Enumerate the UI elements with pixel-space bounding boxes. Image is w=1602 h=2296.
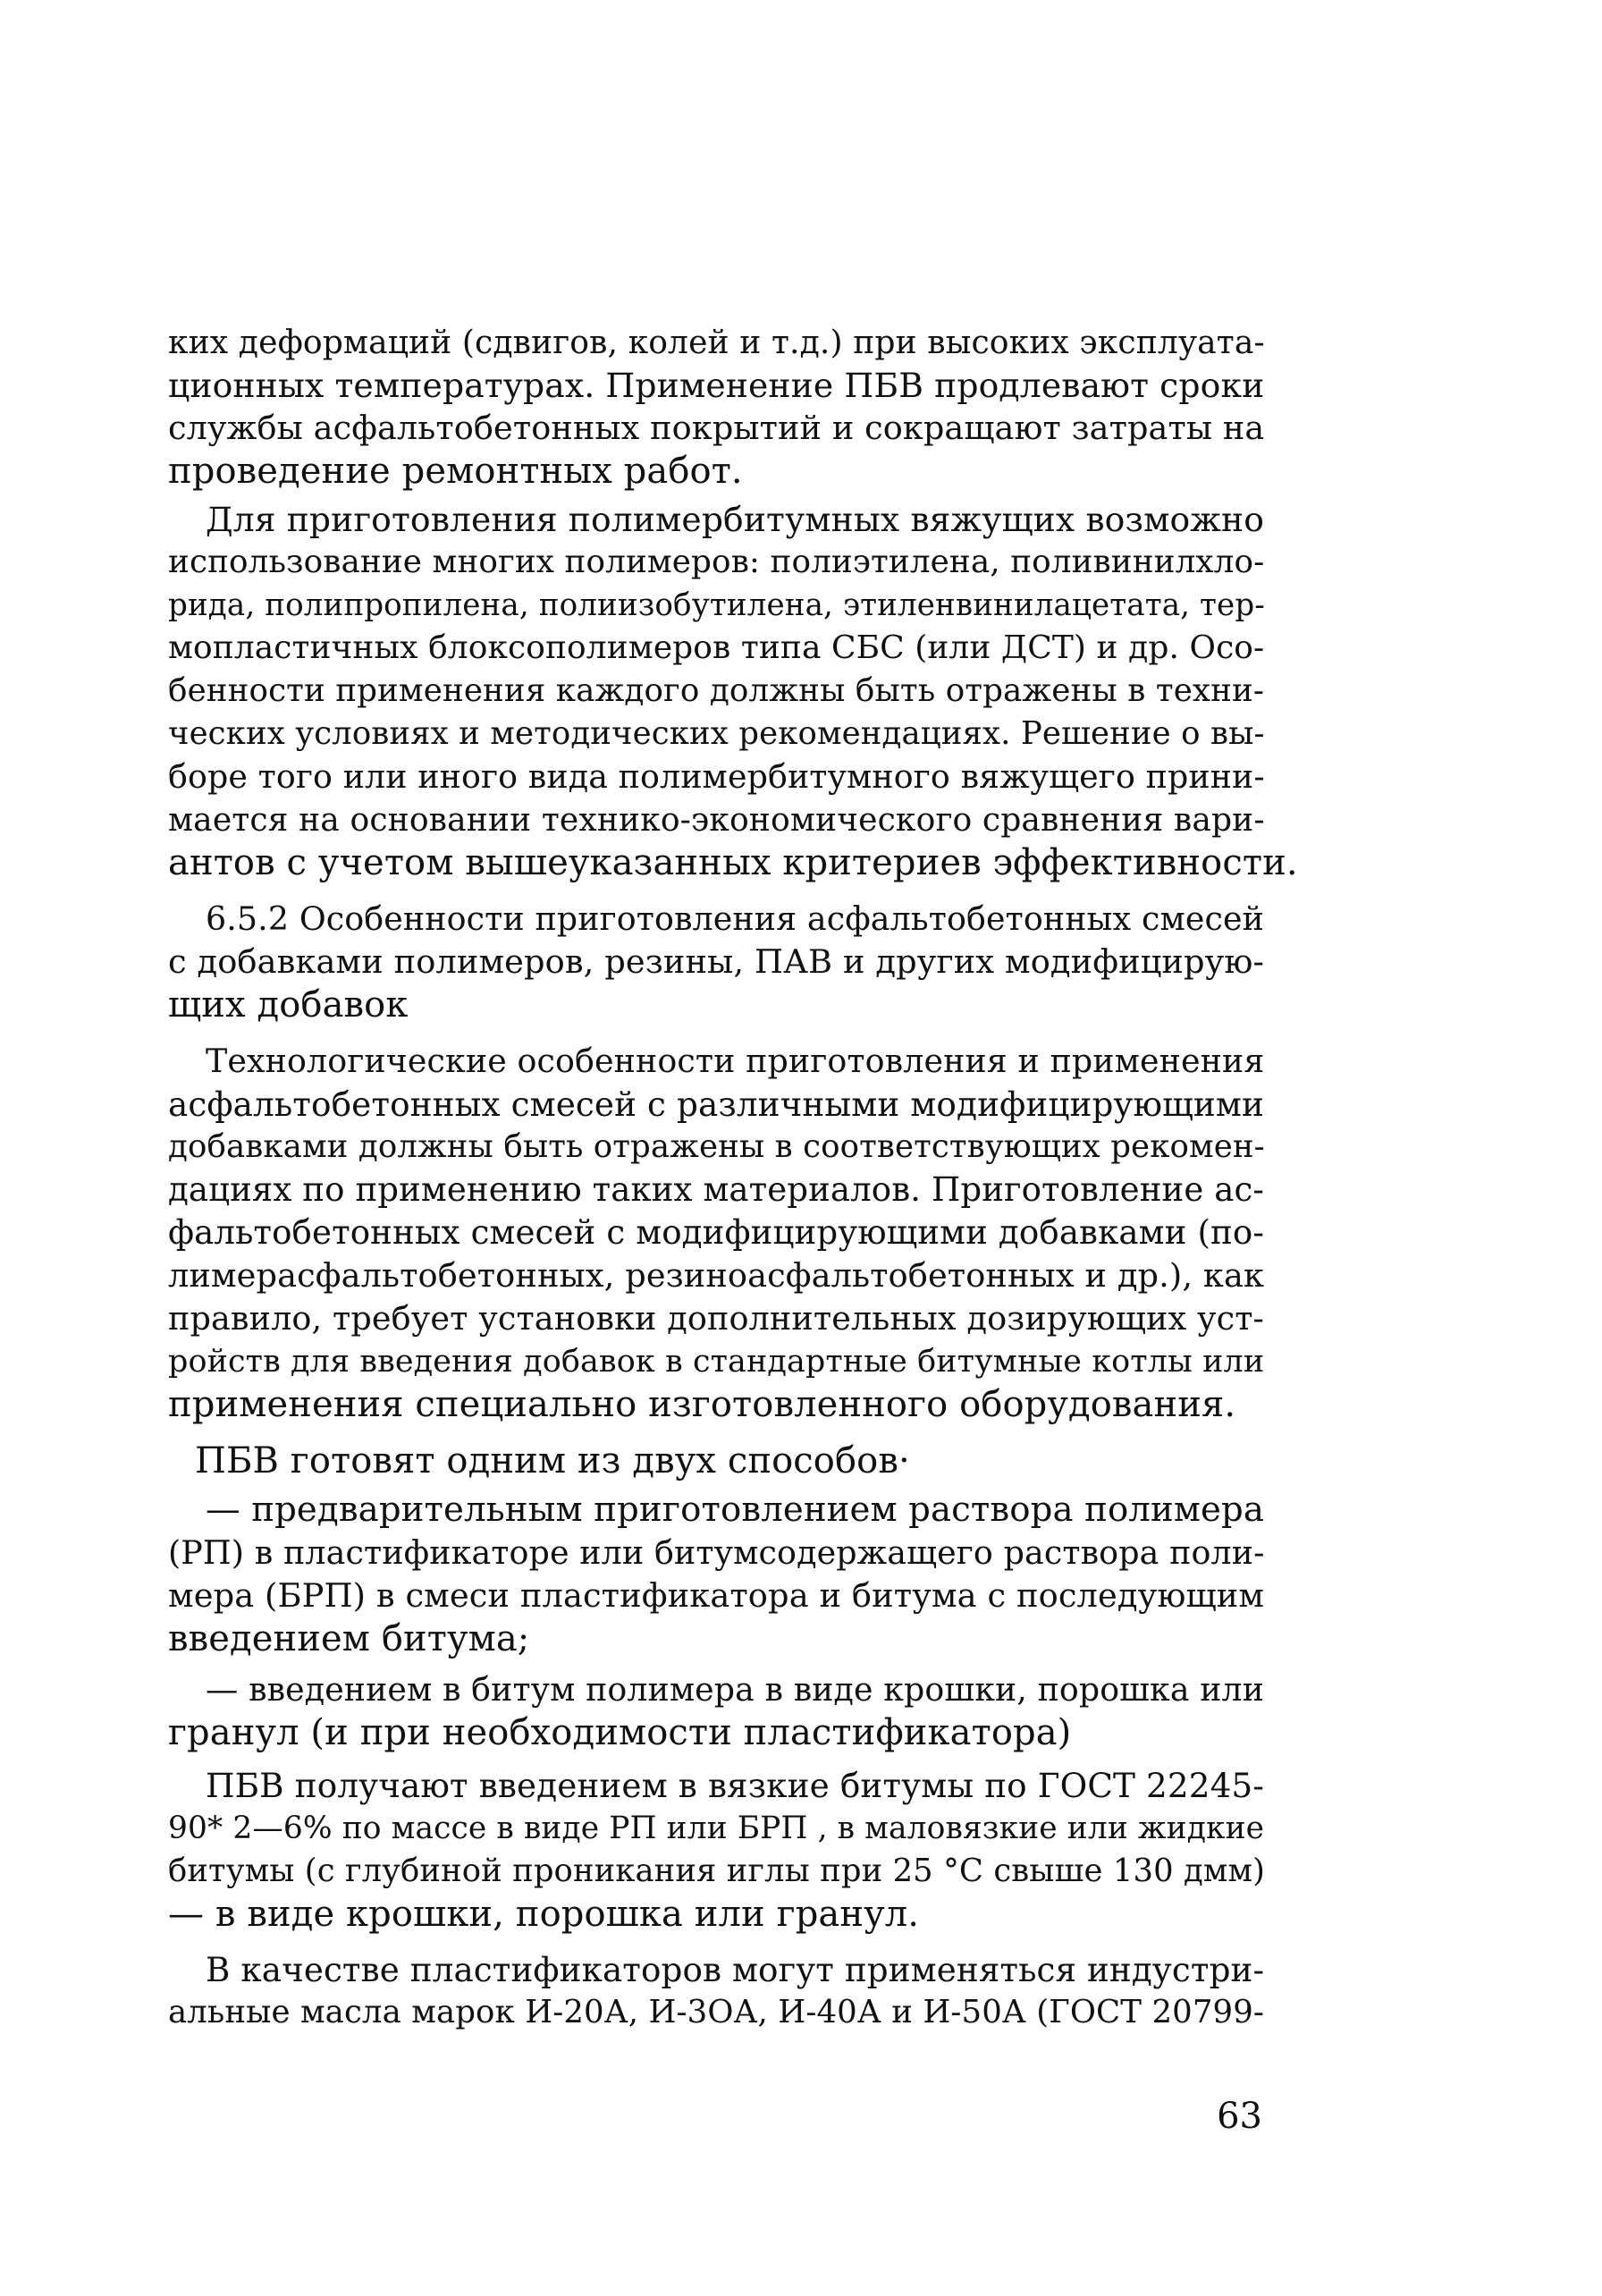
text-line: с добавками полимеров, резины, ПАВ и других модифицирую- bbox=[168, 942, 1264, 981]
text-line: правило, требует установки дополнительных дозирующих уст- bbox=[168, 1299, 1264, 1338]
text-line: — в виде крошки, порошка или гранул. bbox=[168, 1894, 920, 1935]
text-line: — введением в битум полимера в виде крошки, порошка или bbox=[206, 1670, 1264, 1709]
text-line: лимерасфальтобетонных, резиноасфальтобетонных и др.), как bbox=[168, 1256, 1264, 1295]
text-line: гранул (и при необходимости пластификатора) bbox=[168, 1712, 1072, 1753]
text-line: альные масла марок И-20А, И-3ОА, И-40А и И-50А (ГОСТ 20799- bbox=[168, 1994, 1264, 2030]
text-line: бенности применения каждого должны быть отражены в техни- bbox=[168, 672, 1264, 709]
text-line: В качестве пластификаторов могут применяться индустри- bbox=[206, 1950, 1265, 1989]
text-line: введением битума; bbox=[168, 1618, 530, 1659]
text-line: добавками должны быть отражены в соответствующих рекомен- bbox=[168, 1128, 1265, 1165]
text-line: мера (БРП) в смеси пластификатора и битума с последующим bbox=[168, 1576, 1265, 1615]
text-line: рида, полипропилена, полиизобутилена, этиленвинилацетата, тер- bbox=[168, 587, 1265, 623]
text-line: ПБВ готовят одним из двух способов· bbox=[195, 1440, 910, 1481]
text-line: асфальтобетонных смесей с различными модифицирующими bbox=[168, 1085, 1264, 1124]
text-line: 6.5.2 Особенности приготовления асфальтобетонных смесей bbox=[206, 899, 1264, 938]
text-line: ройств для введения добавок в стандартные битумные котлы или bbox=[168, 1344, 1265, 1380]
text-line: Для приготовления полимербитумных вяжущих возможно bbox=[206, 500, 1264, 539]
text-line: дациях по применению таких материалов. Приготовление ас- bbox=[168, 1170, 1264, 1209]
text-line: — предварительным приготовлением раствора полимера bbox=[206, 1490, 1264, 1530]
page-number: 63 bbox=[1217, 2096, 1262, 2137]
text-line: щих добавок bbox=[168, 984, 409, 1026]
text-line: проведение ремонтных работ. bbox=[168, 451, 743, 492]
text-line: мопластичных блоксополимеров типа СБС (или ДСТ) и др. Осо- bbox=[168, 629, 1265, 666]
text-line: антов с учетом вышеуказанных критериев эффективности. bbox=[168, 842, 1298, 883]
text-line: ПБВ получают введением в вязкие битумы по ГОСТ 22245- bbox=[206, 1766, 1264, 1805]
text-line: ческих условиях и методических рекомендациях. Решение о вы- bbox=[168, 715, 1265, 752]
text-line: боре того или иного вида полимербитумного вяжущего прини- bbox=[168, 757, 1265, 796]
text-line: службы асфальтобетонных покрытий и сокращают затраты на bbox=[168, 409, 1265, 447]
text-line: (РП) в пластификаторе или битумсодержащего раствора поли- bbox=[168, 1533, 1265, 1572]
text-line: битумы (с глубиной проникания иглы при 25 °С свыше 130 дмм) bbox=[168, 1853, 1265, 1889]
text-line: ких деформаций (сдвигов, колей и т.д.) при высоких эксплуата- bbox=[168, 324, 1265, 361]
text-line: ционных температурах. Применение ПБВ продлевают сроки bbox=[168, 366, 1265, 405]
text-line: мается на основании технико-экономического сравнения вари- bbox=[168, 800, 1265, 839]
text-line: применения специально изготовленного оборудования. bbox=[168, 1384, 1236, 1425]
text-line: использование многих полимеров: полиэтилена, поливинилхло- bbox=[168, 544, 1265, 580]
text-line: 90* 2—6% по массе в виде РП или БРП , в маловязкие или жидкие bbox=[168, 1811, 1265, 1846]
text-line: Технологические особенности приготовления и применения bbox=[206, 1042, 1265, 1080]
text-line: фальтобетонных смесей с модифицирующими добавками (по- bbox=[168, 1213, 1264, 1252]
